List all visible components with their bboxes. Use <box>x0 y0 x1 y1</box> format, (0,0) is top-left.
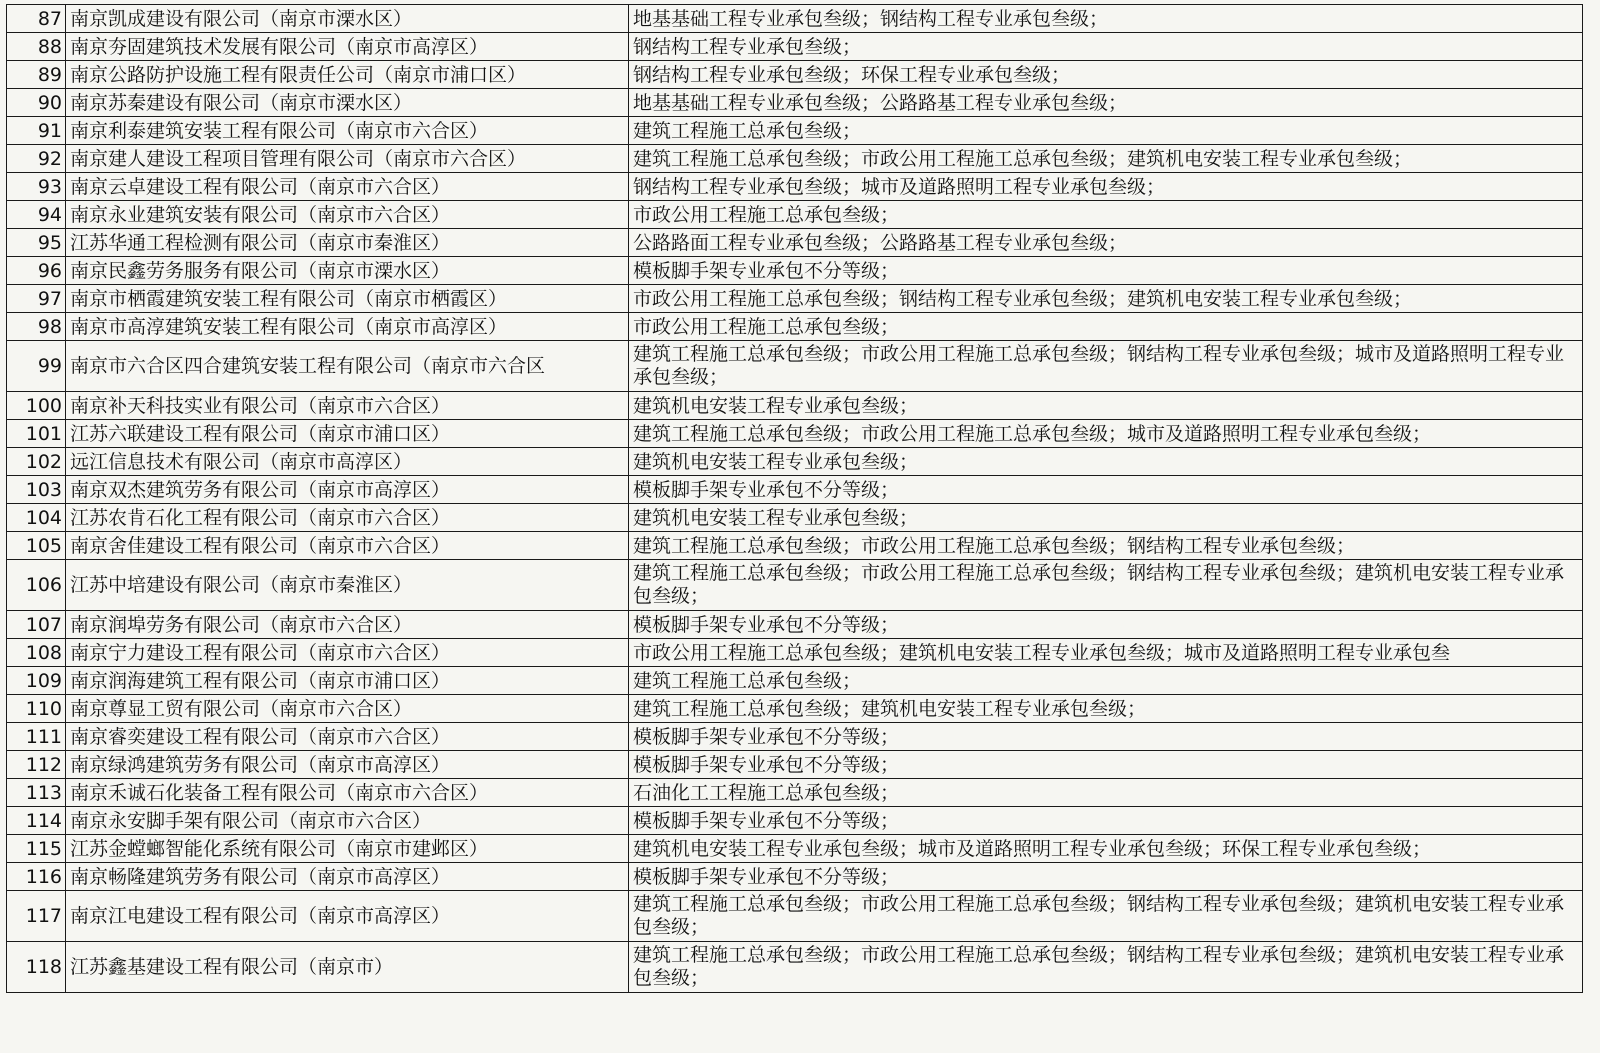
company-name: 远江信息技术有限公司（南京市高淳区） <box>66 448 629 476</box>
company-name: 南京凯成建设有限公司（南京市溧水区） <box>66 5 629 33</box>
company-name: 南京双杰建筑劳务有限公司（南京市高淳区） <box>66 476 629 504</box>
table-row <box>7 285 1583 313</box>
qualification-text: 地基基础工程专业承包叁级；钢结构工程专业承包叁级； <box>629 5 1583 33</box>
qualification-text: 钢结构工程专业承包叁级；城市及道路照明工程专业承包叁级； <box>629 173 1583 201</box>
company-name: 南京江电建设工程有限公司（南京市高淳区） <box>66 891 629 942</box>
qualification-text: 市政公用工程施工总承包叁级；钢结构工程专业承包叁级；建筑机电安装工程专业承包叁级； <box>629 285 1583 313</box>
table-row <box>7 89 1583 117</box>
table-row <box>7 173 1583 201</box>
table-row <box>7 117 1583 145</box>
table-row <box>7 313 1583 341</box>
qualification-text: 建筑工程施工总承包叁级；建筑机电安装工程专业承包叁级； <box>629 695 1583 723</box>
company-name: 南京云卓建设工程有限公司（南京市六合区） <box>66 173 629 201</box>
row-number: 112 <box>7 751 66 779</box>
table-row <box>7 201 1583 229</box>
row-number: 89 <box>7 61 66 89</box>
table-row <box>7 560 1583 611</box>
table-row <box>7 33 1583 61</box>
company-name: 南京润埠劳务有限公司（南京市六合区） <box>66 611 629 639</box>
qualification-table <box>6 4 1583 993</box>
company-name: 南京睿奕建设工程有限公司（南京市六合区） <box>66 723 629 751</box>
company-name: 南京禾诚石化装备工程有限公司（南京市六合区） <box>66 779 629 807</box>
table-row <box>7 611 1583 639</box>
row-number: 93 <box>7 173 66 201</box>
row-number: 90 <box>7 89 66 117</box>
row-number: 117 <box>7 891 66 942</box>
company-name: 南京建人建设工程项目管理有限公司（南京市六合区） <box>66 145 629 173</box>
row-number: 101 <box>7 420 66 448</box>
qualification-text: 建筑工程施工总承包叁级；市政公用工程施工总承包叁级；钢结构工程专业承包叁级；建筑机电安装工程专业承包叁级； <box>629 891 1583 942</box>
qualification-text: 建筑机电安装工程专业承包叁级； <box>629 448 1583 476</box>
table-row <box>7 891 1583 942</box>
table-row <box>7 807 1583 835</box>
qualification-text: 模板脚手架专业承包不分等级； <box>629 257 1583 285</box>
company-name: 南京润海建筑工程有限公司（南京市浦口区） <box>66 667 629 695</box>
table-row <box>7 341 1583 392</box>
qualification-text: 建筑工程施工总承包叁级；市政公用工程施工总承包叁级；钢结构工程专业承包叁级；建筑机电安装工程专业承包叁级； <box>629 942 1583 993</box>
row-number: 97 <box>7 285 66 313</box>
company-name: 南京畅隆建筑劳务有限公司（南京市高淳区） <box>66 863 629 891</box>
row-number: 103 <box>7 476 66 504</box>
qualification-text: 市政公用工程施工总承包叁级；建筑机电安装工程专业承包叁级；城市及道路照明工程专业承包叁 <box>629 639 1583 667</box>
company-name: 南京公路防护设施工程有限责任公司（南京市浦口区） <box>66 61 629 89</box>
qualification-text: 建筑工程施工总承包叁级； <box>629 667 1583 695</box>
qualification-text: 市政公用工程施工总承包叁级； <box>629 201 1583 229</box>
table-row <box>7 448 1583 476</box>
company-name: 南京民鑫劳务服务有限公司（南京市溧水区） <box>66 257 629 285</box>
table-row <box>7 667 1583 695</box>
table-row <box>7 779 1583 807</box>
table-row <box>7 695 1583 723</box>
qualification-text: 建筑工程施工总承包叁级；市政公用工程施工总承包叁级；建筑机电安装工程专业承包叁级； <box>629 145 1583 173</box>
table-row <box>7 229 1583 257</box>
row-number: 94 <box>7 201 66 229</box>
qualification-text: 建筑机电安装工程专业承包叁级；城市及道路照明工程专业承包叁级；环保工程专业承包叁级； <box>629 835 1583 863</box>
qualification-text: 建筑工程施工总承包叁级；市政公用工程施工总承包叁级；钢结构工程专业承包叁级；建筑机电安装工程专业承包叁级； <box>629 560 1583 611</box>
row-number: 98 <box>7 313 66 341</box>
qualification-text: 市政公用工程施工总承包叁级； <box>629 313 1583 341</box>
row-number: 113 <box>7 779 66 807</box>
company-name: 南京尊显工贸有限公司（南京市六合区） <box>66 695 629 723</box>
company-name: 南京市栖霞建筑安装工程有限公司（南京市栖霞区） <box>66 285 629 313</box>
table-row <box>7 476 1583 504</box>
row-number: 96 <box>7 257 66 285</box>
qualification-text: 模板脚手架专业承包不分等级； <box>629 723 1583 751</box>
row-number: 118 <box>7 942 66 993</box>
company-name: 江苏华通工程检测有限公司（南京市秦淮区） <box>66 229 629 257</box>
row-number: 99 <box>7 341 66 392</box>
qualification-text: 石油化工工程施工总承包叁级； <box>629 779 1583 807</box>
qualification-text: 建筑工程施工总承包叁级； <box>629 117 1583 145</box>
company-name: 南京宁力建设工程有限公司（南京市六合区） <box>66 639 629 667</box>
table-row <box>7 61 1583 89</box>
table-row <box>7 257 1583 285</box>
row-number: 105 <box>7 532 66 560</box>
qualification-text: 模板脚手架专业承包不分等级； <box>629 476 1583 504</box>
qualification-table-body <box>7 5 1583 993</box>
table-row <box>7 392 1583 420</box>
row-number: 102 <box>7 448 66 476</box>
qualification-text: 公路路面工程专业承包叁级；公路路基工程专业承包叁级； <box>629 229 1583 257</box>
table-row <box>7 751 1583 779</box>
row-number: 88 <box>7 33 66 61</box>
company-name: 南京永业建筑安装有限公司（南京市六合区） <box>66 201 629 229</box>
qualification-text: 模板脚手架专业承包不分等级； <box>629 863 1583 891</box>
company-name: 南京苏秦建设有限公司（南京市溧水区） <box>66 89 629 117</box>
company-name: 江苏中培建设有限公司（南京市秦淮区） <box>66 560 629 611</box>
qualification-text: 钢结构工程专业承包叁级； <box>629 33 1583 61</box>
qualification-text: 模板脚手架专业承包不分等级； <box>629 611 1583 639</box>
table-row <box>7 504 1583 532</box>
table-row <box>7 145 1583 173</box>
qualification-text: 模板脚手架专业承包不分等级； <box>629 807 1583 835</box>
qualification-text: 建筑工程施工总承包叁级；市政公用工程施工总承包叁级；城市及道路照明工程专业承包叁级； <box>629 420 1583 448</box>
row-number: 116 <box>7 863 66 891</box>
company-name: 南京市六合区四合建筑安装工程有限公司（南京市六合区 <box>66 341 629 392</box>
qualification-text: 建筑工程施工总承包叁级；市政公用工程施工总承包叁级；钢结构工程专业承包叁级； <box>629 532 1583 560</box>
qualification-text: 地基基础工程专业承包叁级；公路路基工程专业承包叁级； <box>629 89 1583 117</box>
table-row <box>7 723 1583 751</box>
row-number: 100 <box>7 392 66 420</box>
row-number: 111 <box>7 723 66 751</box>
table-row <box>7 835 1583 863</box>
company-name: 南京补天科技实业有限公司（南京市六合区） <box>66 392 629 420</box>
row-number: 91 <box>7 117 66 145</box>
table-row <box>7 942 1583 993</box>
company-name: 江苏农肯石化工程有限公司（南京市六合区） <box>66 504 629 532</box>
row-number: 104 <box>7 504 66 532</box>
company-name: 南京夯固建筑技术发展有限公司（南京市高淳区） <box>66 33 629 61</box>
table-row <box>7 639 1583 667</box>
company-name: 南京永安脚手架有限公司（南京市六合区） <box>66 807 629 835</box>
row-number: 87 <box>7 5 66 33</box>
row-number: 95 <box>7 229 66 257</box>
company-name: 江苏六联建设工程有限公司（南京市浦口区） <box>66 420 629 448</box>
table-row <box>7 5 1583 33</box>
qualification-text: 钢结构工程专业承包叁级；环保工程专业承包叁级； <box>629 61 1583 89</box>
qualification-text: 建筑工程施工总承包叁级；市政公用工程施工总承包叁级；钢结构工程专业承包叁级；城市及道路照明工程专业承包叁级； <box>629 341 1583 392</box>
company-name: 南京绿鸿建筑劳务有限公司（南京市高淳区） <box>66 751 629 779</box>
row-number: 109 <box>7 667 66 695</box>
company-name: 南京市高淳建筑安装工程有限公司（南京市高淳区） <box>66 313 629 341</box>
company-name: 江苏鑫基建设工程有限公司（南京市） <box>66 942 629 993</box>
row-number: 110 <box>7 695 66 723</box>
company-name: 南京舍佳建设工程有限公司（南京市六合区） <box>66 532 629 560</box>
row-number: 107 <box>7 611 66 639</box>
row-number: 106 <box>7 560 66 611</box>
row-number: 92 <box>7 145 66 173</box>
company-name: 南京利泰建筑安装工程有限公司（南京市六合区） <box>66 117 629 145</box>
table-row <box>7 863 1583 891</box>
qualification-text: 建筑机电安装工程专业承包叁级； <box>629 504 1583 532</box>
table-row <box>7 420 1583 448</box>
row-number: 114 <box>7 807 66 835</box>
row-number: 115 <box>7 835 66 863</box>
qualification-text: 建筑机电安装工程专业承包叁级； <box>629 392 1583 420</box>
qualification-text: 模板脚手架专业承包不分等级； <box>629 751 1583 779</box>
row-number: 108 <box>7 639 66 667</box>
table-row <box>7 532 1583 560</box>
company-name: 江苏金螳螂智能化系统有限公司（南京市建邺区） <box>66 835 629 863</box>
